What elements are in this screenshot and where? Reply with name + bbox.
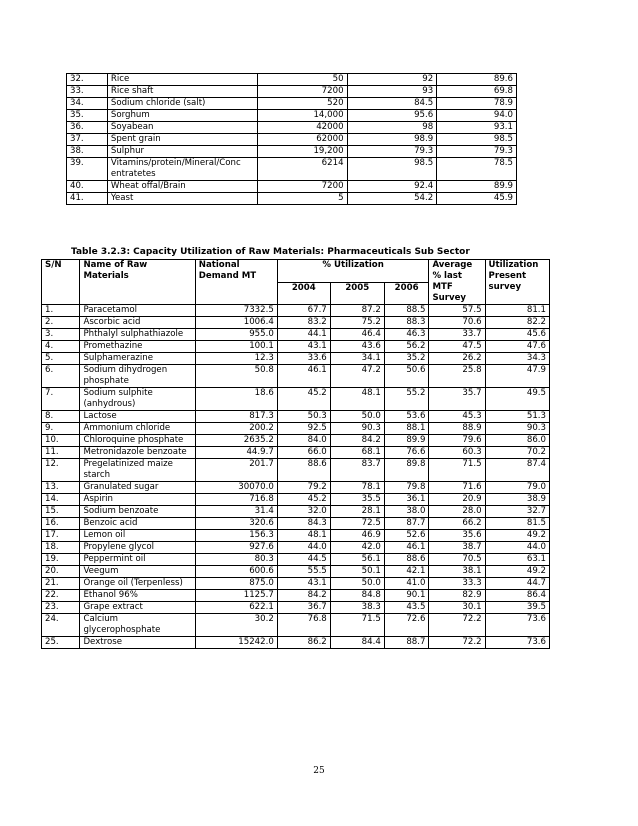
table-cell: 84.2 xyxy=(277,590,330,602)
table-cell: 36.7 xyxy=(277,602,330,614)
table-cell: 12. xyxy=(42,459,80,482)
table-row xyxy=(67,122,517,134)
table-cell: 45.9 xyxy=(437,193,517,205)
table-cell: 6214 xyxy=(257,158,347,181)
table-cell: Chloroquine phosphate xyxy=(80,435,195,447)
table-cell: 76.8 xyxy=(277,614,330,637)
table-cell: 44.0 xyxy=(277,542,330,554)
table-cell: 50.0 xyxy=(330,578,384,590)
table-row xyxy=(67,110,517,122)
table-row xyxy=(42,388,550,411)
table-cell: Vitamins/protein/Mineral/Conc entratetes xyxy=(107,158,257,181)
table-cell: 43.5 xyxy=(384,602,429,614)
header-demand: National Demand MT xyxy=(195,260,277,305)
table-cell: 49.5 xyxy=(485,388,549,411)
table-cell: 45.6 xyxy=(485,329,549,341)
table-cell: 32.7 xyxy=(485,506,549,518)
table-row xyxy=(67,146,517,158)
header-average: Average % last MTF Survey xyxy=(429,260,485,305)
table-cell: 49.2 xyxy=(485,566,549,578)
table-cell: 50 xyxy=(257,74,347,86)
table-cell: 79.0 xyxy=(485,482,549,494)
table-cell: 50.8 xyxy=(195,365,277,388)
table-cell: 72.5 xyxy=(330,518,384,530)
table-cell: 622.1 xyxy=(195,602,277,614)
table-cell: 46.3 xyxy=(384,329,429,341)
table-cell: 84.2 xyxy=(330,435,384,447)
table-cell: 33. xyxy=(67,86,108,98)
table-cell: 34.1 xyxy=(330,353,384,365)
table-row xyxy=(42,518,550,530)
table-cell: 95.6 xyxy=(347,110,437,122)
table-cell: 4. xyxy=(42,341,80,353)
table-cell: 98.5 xyxy=(437,134,517,146)
table-cell: 20. xyxy=(42,566,80,578)
table-cell: Orange oil (Terpenless) xyxy=(80,578,195,590)
table-cell: 41. xyxy=(67,193,108,205)
table-cell: 43.1 xyxy=(277,341,330,353)
table-cell: 1. xyxy=(42,305,80,317)
table-row xyxy=(67,74,517,86)
table-cell: 79.3 xyxy=(437,146,517,158)
table-cell: 55.5 xyxy=(277,566,330,578)
table-cell: 70.2 xyxy=(485,447,549,459)
table-cell: 45.2 xyxy=(277,494,330,506)
table-cell: 37. xyxy=(67,134,108,146)
table-row xyxy=(67,134,517,146)
table-cell: 72.2 xyxy=(429,614,485,637)
table-cell: 44.9.7 xyxy=(195,447,277,459)
table-cell: 47.9 xyxy=(485,365,549,388)
table-cell: Wheat offal/Brain xyxy=(107,181,257,193)
table-cell: 94.0 xyxy=(437,110,517,122)
table-cell: 73.6 xyxy=(485,637,549,649)
table-cell: 5. xyxy=(42,353,80,365)
table-cell: Yeast xyxy=(107,193,257,205)
table-cell: 41.0 xyxy=(384,578,429,590)
header-utilization: % Utilization xyxy=(277,260,429,283)
table-row xyxy=(67,86,517,98)
table-cell: 62000 xyxy=(257,134,347,146)
table-cell: 92 xyxy=(347,74,437,86)
table-cell: 87.7 xyxy=(384,518,429,530)
header-2006: 2006 xyxy=(384,282,429,305)
table-cell: 32. xyxy=(67,74,108,86)
table-cell: 28.0 xyxy=(429,506,485,518)
table-cell: 80.3 xyxy=(195,554,277,566)
table-cell: 3. xyxy=(42,329,80,341)
table-cell: 927.6 xyxy=(195,542,277,554)
table-cell: 955.0 xyxy=(195,329,277,341)
table-row xyxy=(67,158,517,181)
table-cell: 36. xyxy=(67,122,108,134)
table-cell: 19. xyxy=(42,554,80,566)
table-cell: 70.5 xyxy=(429,554,485,566)
header-sn: S/N xyxy=(42,260,80,305)
table-cell: Metronidazole benzoate xyxy=(80,447,195,459)
table-cell: 79.3 xyxy=(347,146,437,158)
table-cell: 46.1 xyxy=(384,542,429,554)
table-cell: 83.2 xyxy=(277,317,330,329)
table-cell: 89.9 xyxy=(384,435,429,447)
table-cell: 38.1 xyxy=(429,566,485,578)
table-cell: 34. xyxy=(67,98,108,110)
table-cell: Paracetamol xyxy=(80,305,195,317)
table-cell: 51.3 xyxy=(485,411,549,423)
table-cell: 68.1 xyxy=(330,447,384,459)
table-cell: Lactose xyxy=(80,411,195,423)
table-cell: Granulated sugar xyxy=(80,482,195,494)
table-cell: 82.9 xyxy=(429,590,485,602)
table-cell: 14. xyxy=(42,494,80,506)
table-cell: Ammonium chloride xyxy=(80,423,195,435)
table-cell: 76.6 xyxy=(384,447,429,459)
table-cell: 98.9 xyxy=(347,134,437,146)
table-cell: 57.5 xyxy=(429,305,485,317)
table-cell: 98.5 xyxy=(347,158,437,181)
table-row xyxy=(42,459,550,482)
table-cell: 23. xyxy=(42,602,80,614)
table-cell: 520 xyxy=(257,98,347,110)
table-cell: 88.6 xyxy=(384,554,429,566)
table-cell: 35.6 xyxy=(429,530,485,542)
table-row xyxy=(42,317,550,329)
table-cell: 92.4 xyxy=(347,181,437,193)
table-cell: 2. xyxy=(42,317,80,329)
table-cell: 38.9 xyxy=(485,494,549,506)
table-cell: 100.1 xyxy=(195,341,277,353)
table-row xyxy=(42,494,550,506)
table-cell: 42000 xyxy=(257,122,347,134)
table-row xyxy=(42,590,550,602)
table-cell: Lemon oil xyxy=(80,530,195,542)
table-cell: 28.1 xyxy=(330,506,384,518)
table-cell: 47.5 xyxy=(429,341,485,353)
table-cell: 86.2 xyxy=(277,637,330,649)
table-cell: 13. xyxy=(42,482,80,494)
table-cell: Propylene glycol xyxy=(80,542,195,554)
table-cell: 6. xyxy=(42,365,80,388)
table-cell: 88.1 xyxy=(384,423,429,435)
table-cell: 8. xyxy=(42,411,80,423)
table-cell: 35.2 xyxy=(384,353,429,365)
table-cell: 44.0 xyxy=(485,542,549,554)
table-cell: 45.2 xyxy=(277,388,330,411)
table-cell: Promethazine xyxy=(80,341,195,353)
table-cell: Sodium benzoate xyxy=(80,506,195,518)
table-cell: 9. xyxy=(42,423,80,435)
table-cell: 54.2 xyxy=(347,193,437,205)
table-cell: 67.7 xyxy=(277,305,330,317)
table-cell: 50.6 xyxy=(384,365,429,388)
table-cell: Soyabean xyxy=(107,122,257,134)
table-cell: 90.3 xyxy=(485,423,549,435)
table-cell: 93.1 xyxy=(437,122,517,134)
table-cell: Ethanol 96% xyxy=(80,590,195,602)
table-row xyxy=(42,305,550,317)
table-cell: 25. xyxy=(42,637,80,649)
table-cell: 30070.0 xyxy=(195,482,277,494)
table-cell: 18.6 xyxy=(195,388,277,411)
table-cell: Peppermint oil xyxy=(80,554,195,566)
table-cell: 93 xyxy=(347,86,437,98)
table-cell: 10. xyxy=(42,435,80,447)
table-cell: 15. xyxy=(42,506,80,518)
header-present: Utilization Present survey xyxy=(485,260,549,305)
table-cell: 35.7 xyxy=(429,388,485,411)
table-cell: 716.8 xyxy=(195,494,277,506)
table-cell: Rice shaft xyxy=(107,86,257,98)
table-cell: 49.2 xyxy=(485,530,549,542)
table-cell: 33.6 xyxy=(277,353,330,365)
table-cell: 320.6 xyxy=(195,518,277,530)
table-cell: 71.5 xyxy=(429,459,485,482)
table-cell: 50.0 xyxy=(330,411,384,423)
table-cell: Calcium glycerophosphate xyxy=(80,614,195,637)
table-cell: 84.8 xyxy=(330,590,384,602)
table-cell: 16. xyxy=(42,518,80,530)
table-row xyxy=(42,365,550,388)
page-number: 25 xyxy=(313,766,325,776)
table-row xyxy=(67,193,517,205)
table-row xyxy=(42,637,550,649)
table-cell: 71.6 xyxy=(429,482,485,494)
table-cell: 88.5 xyxy=(384,305,429,317)
table-cell: 817.3 xyxy=(195,411,277,423)
table-cell: 78.9 xyxy=(437,98,517,110)
table-cell: 33.3 xyxy=(429,578,485,590)
table-cell: 88.3 xyxy=(384,317,429,329)
table-cell: 46.4 xyxy=(330,329,384,341)
table-cell: 30.2 xyxy=(195,614,277,637)
table-cell: 89.6 xyxy=(437,74,517,86)
table-cell: 25.8 xyxy=(429,365,485,388)
table-cell: 47.2 xyxy=(330,365,384,388)
table-cell: 38. xyxy=(67,146,108,158)
table-cell: 875.0 xyxy=(195,578,277,590)
table-cell: 201.7 xyxy=(195,459,277,482)
table-row xyxy=(42,554,550,566)
table-cell: 44.5 xyxy=(277,554,330,566)
table-cell: Grape extract xyxy=(80,602,195,614)
table-cell: 81.1 xyxy=(485,305,549,317)
table-cell: 35.5 xyxy=(330,494,384,506)
table-cell: 89.9 xyxy=(437,181,517,193)
table-cell: 24. xyxy=(42,614,80,637)
table-cell: 1125.7 xyxy=(195,590,277,602)
table-cell: 32.0 xyxy=(277,506,330,518)
table-cell: 38.3 xyxy=(330,602,384,614)
table-cell: 7200 xyxy=(257,181,347,193)
table-row xyxy=(42,578,550,590)
table-cell: 88.7 xyxy=(384,637,429,649)
table-cell: 39.5 xyxy=(485,602,549,614)
table-cell: 70.6 xyxy=(429,317,485,329)
table-cell: 20.9 xyxy=(429,494,485,506)
table-cell: Aspirin xyxy=(80,494,195,506)
table-cell: 42.1 xyxy=(384,566,429,578)
table-cell: 84.0 xyxy=(277,435,330,447)
table-cell: 69.8 xyxy=(437,86,517,98)
table-cell: 82.2 xyxy=(485,317,549,329)
table-cell: 50.1 xyxy=(330,566,384,578)
table-cell: 84.4 xyxy=(330,637,384,649)
table-cell: 44.7 xyxy=(485,578,549,590)
table-cell: 50.3 xyxy=(277,411,330,423)
table-row xyxy=(42,566,550,578)
table-cell: 26.2 xyxy=(429,353,485,365)
table-cell: 5 xyxy=(257,193,347,205)
table-cell: Sulphur xyxy=(107,146,257,158)
table-cell: 48.1 xyxy=(277,530,330,542)
header-2004: 2004 xyxy=(277,282,330,305)
table-row xyxy=(42,506,550,518)
table-row xyxy=(42,353,550,365)
table-cell: 7332.5 xyxy=(195,305,277,317)
table-cell: 55.2 xyxy=(384,388,429,411)
table-cell: 98 xyxy=(347,122,437,134)
table-cell: 52.6 xyxy=(384,530,429,542)
table-cell: 78.1 xyxy=(330,482,384,494)
table-row xyxy=(67,98,517,110)
table-row xyxy=(42,602,550,614)
table-cell: 56.1 xyxy=(330,554,384,566)
table-cell: 45.3 xyxy=(429,411,485,423)
header-2005: 2005 xyxy=(330,282,384,305)
header-name: Name of Raw Materials xyxy=(80,260,195,305)
table-row xyxy=(42,329,550,341)
table-cell: 19,200 xyxy=(257,146,347,158)
table-cell: 18. xyxy=(42,542,80,554)
table-cell: 40. xyxy=(67,181,108,193)
table-cell: Rice xyxy=(107,74,257,86)
table-row xyxy=(42,482,550,494)
table-cell: 34.3 xyxy=(485,353,549,365)
table-cell: 7200 xyxy=(257,86,347,98)
table-cell: 86.0 xyxy=(485,435,549,447)
table-cell: 88.6 xyxy=(277,459,330,482)
table-cell: 87.2 xyxy=(330,305,384,317)
table-cell: 56.2 xyxy=(384,341,429,353)
table-cell: 47.6 xyxy=(485,341,549,353)
table-row xyxy=(42,423,550,435)
table-cell: 15242.0 xyxy=(195,637,277,649)
table-cell: Sulphamerazine xyxy=(80,353,195,365)
table-row xyxy=(67,181,517,193)
table-cell: 11. xyxy=(42,447,80,459)
table-cell: 38.7 xyxy=(429,542,485,554)
table-cell: Phthalyl sulphathiazole xyxy=(80,329,195,341)
table-cell: 2635.2 xyxy=(195,435,277,447)
table-cell: 87.4 xyxy=(485,459,549,482)
table-row xyxy=(42,435,550,447)
table-cell: 90.3 xyxy=(330,423,384,435)
table-cell: 36.1 xyxy=(384,494,429,506)
table-cell: 156.3 xyxy=(195,530,277,542)
table-cell: Sodium dihydrogen phosphate xyxy=(80,365,195,388)
table-cell: 53.6 xyxy=(384,411,429,423)
pharmaceuticals-utilization-table xyxy=(41,259,550,649)
table-cell: 600.6 xyxy=(195,566,277,578)
table-cell: 46.1 xyxy=(277,365,330,388)
table-cell: 60.3 xyxy=(429,447,485,459)
table-cell: 43.6 xyxy=(330,341,384,353)
table-row xyxy=(42,530,550,542)
table-row xyxy=(42,614,550,637)
table-cell: 38.0 xyxy=(384,506,429,518)
table-cell: 14,000 xyxy=(257,110,347,122)
table-cell: 63.1 xyxy=(485,554,549,566)
table-cell: 79.8 xyxy=(384,482,429,494)
table-cell: 200.2 xyxy=(195,423,277,435)
table-row xyxy=(42,411,550,423)
table-cell: Sodium chloride (salt) xyxy=(107,98,257,110)
table-cell: 7. xyxy=(42,388,80,411)
table-cell: 88.9 xyxy=(429,423,485,435)
table-cell: Veegum xyxy=(80,566,195,578)
table-cell: Sorghum xyxy=(107,110,257,122)
table-row xyxy=(42,542,550,554)
table-cell: 75.2 xyxy=(330,317,384,329)
table-cell: 79.6 xyxy=(429,435,485,447)
table-caption: Table 3.2.3: Capacity Utilization of Raw Materials: Pharmaceuticals Sub Sector xyxy=(71,247,470,257)
table-cell: 22. xyxy=(42,590,80,602)
table-cell: 92.5 xyxy=(277,423,330,435)
continued-raw-materials-table xyxy=(66,73,517,205)
table-cell: Pregelatinized maize starch xyxy=(80,459,195,482)
table-row xyxy=(42,341,550,353)
table-cell: Sodium sulphite (anhydrous) xyxy=(80,388,195,411)
table-cell: Ascorbic acid xyxy=(80,317,195,329)
table-cell: 89.8 xyxy=(384,459,429,482)
table-cell: 83.7 xyxy=(330,459,384,482)
table-cell: Dextrose xyxy=(80,637,195,649)
table-cell: 71.5 xyxy=(330,614,384,637)
table-cell: 84.3 xyxy=(277,518,330,530)
table-cell: 44.1 xyxy=(277,329,330,341)
table-cell: 46.9 xyxy=(330,530,384,542)
table-cell: 66.2 xyxy=(429,518,485,530)
table-cell: 21. xyxy=(42,578,80,590)
table-cell: 79.2 xyxy=(277,482,330,494)
table-cell: 84.5 xyxy=(347,98,437,110)
table-cell: 78.5 xyxy=(437,158,517,181)
table-cell: 30.1 xyxy=(429,602,485,614)
table-cell: 39. xyxy=(67,158,108,181)
table-row xyxy=(42,447,550,459)
table-cell: 35. xyxy=(67,110,108,122)
table-cell: 17. xyxy=(42,530,80,542)
table-cell: Spent grain xyxy=(107,134,257,146)
table-cell: Benzoic acid xyxy=(80,518,195,530)
table-cell: 42.0 xyxy=(330,542,384,554)
table-cell: 90.1 xyxy=(384,590,429,602)
table-cell: 73.6 xyxy=(485,614,549,637)
table-cell: 33.7 xyxy=(429,329,485,341)
table-cell: 1006.4 xyxy=(195,317,277,329)
table-cell: 12.3 xyxy=(195,353,277,365)
table-cell: 48.1 xyxy=(330,388,384,411)
table-cell: 86.4 xyxy=(485,590,549,602)
table-cell: 66.0 xyxy=(277,447,330,459)
table-cell: 81.5 xyxy=(485,518,549,530)
table-cell: 31.4 xyxy=(195,506,277,518)
table-cell: 72.6 xyxy=(384,614,429,637)
table-cell: 43.1 xyxy=(277,578,330,590)
table-cell: 72.2 xyxy=(429,637,485,649)
